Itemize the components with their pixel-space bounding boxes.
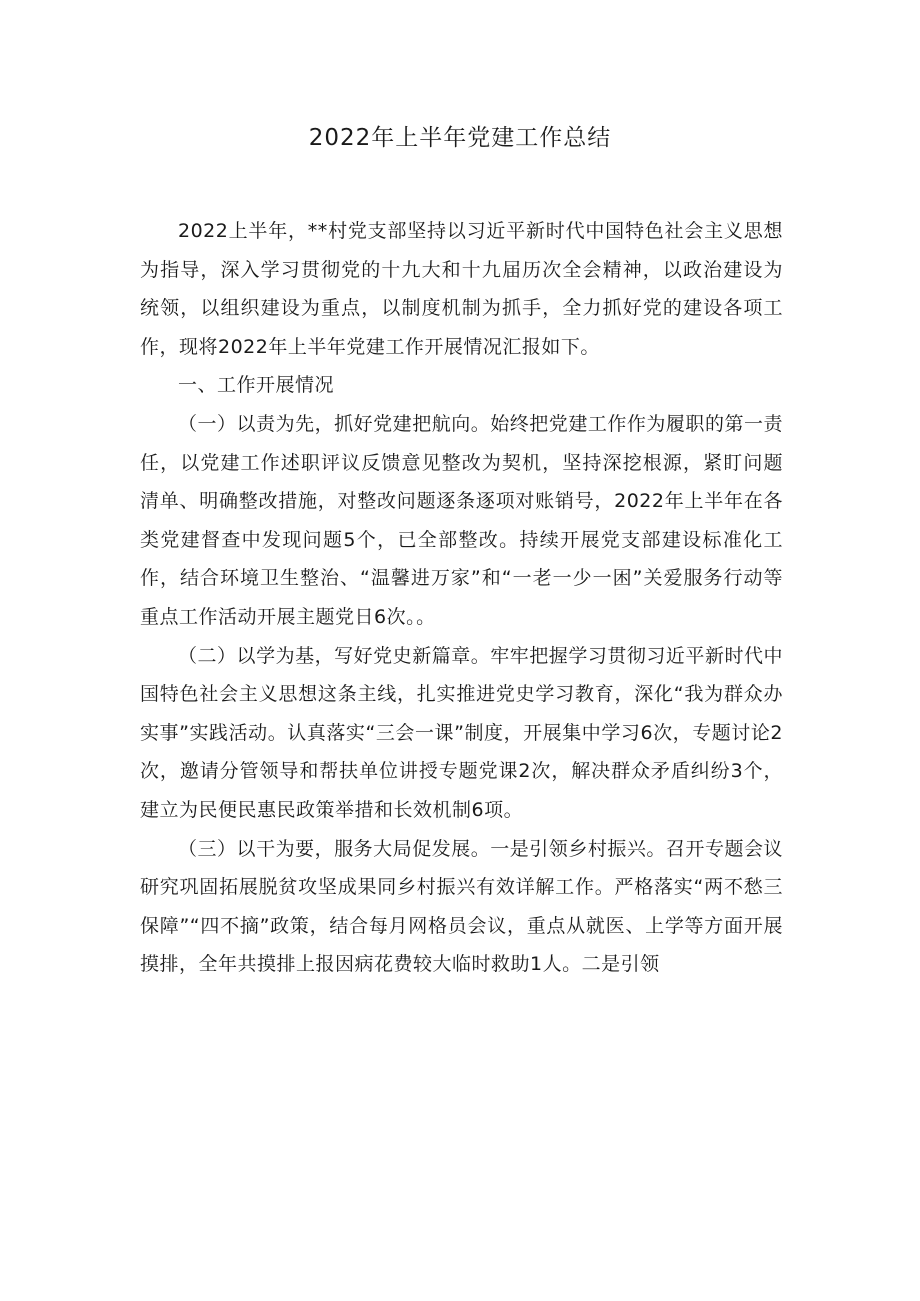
paragraph-item-2: （二）以学为基，写好党史新篇章。牢牢把握学习贯彻习近平新时代中国特色社会主义思想这条主线，扎实推进党史学习教育，深化“我为群众办实事”实践活动。认真落实“三会一课”制度，开展集中学习6次，专题讨论2次，邀请分管领导和帮扶单位讲授专题党课2次，解决群众矛盾纠纷3个，建立为民便民惠民政策举措和长效机制6项。 (140, 644, 783, 821)
paragraph-item-3: （三）以干为要，服务大局促发展。一是引领乡村振兴。召开专题会议研究巩固拓展脱贫攻坚成果同乡村振兴有效详解工作。严格落实“两不愁三保障”“四不摘”政策，结合每月网格员会议，重点从就医、上学等方面开展摸排，全年共摸排上报因病花费较大临时救助1人。二是引领 (140, 837, 783, 976)
document-title: 2022年上半年党建工作总结 (308, 125, 612, 151)
paragraph-intro: 2022上半年，**村党支部坚持以习近平新时代中国特色社会主义思想为指导，深入学习贯彻党的十九大和十九届历次全会精神，以政治建设为统领，以组织建设为重点，以制度机制为抓手，全力抓好党的建设各项工作，现将2022年上半年党建工作开展情况汇报如下。 (140, 220, 783, 358)
document-body (140, 212, 783, 984)
section-heading: 一、工作开展情况 (178, 374, 335, 397)
paragraph-item-1: （一）以责为先，抓好党建把航向。始终把党建工作作为履职的第一责任，以党建工作述职评议反馈意见整改为契机，坚持深挖根源，紧盯问题清单、明确整改措施，对整改问题逐条逐项对账销号，2022年上半年在各类党建督查中发现问题5个，已全部整改。持续开展党支部建设标准化工作，结合环境卫生整治、“温馨进万家”和“一老一少一困”关爱服务行动等重点工作活动开展主题党日6次。。 (140, 412, 783, 628)
